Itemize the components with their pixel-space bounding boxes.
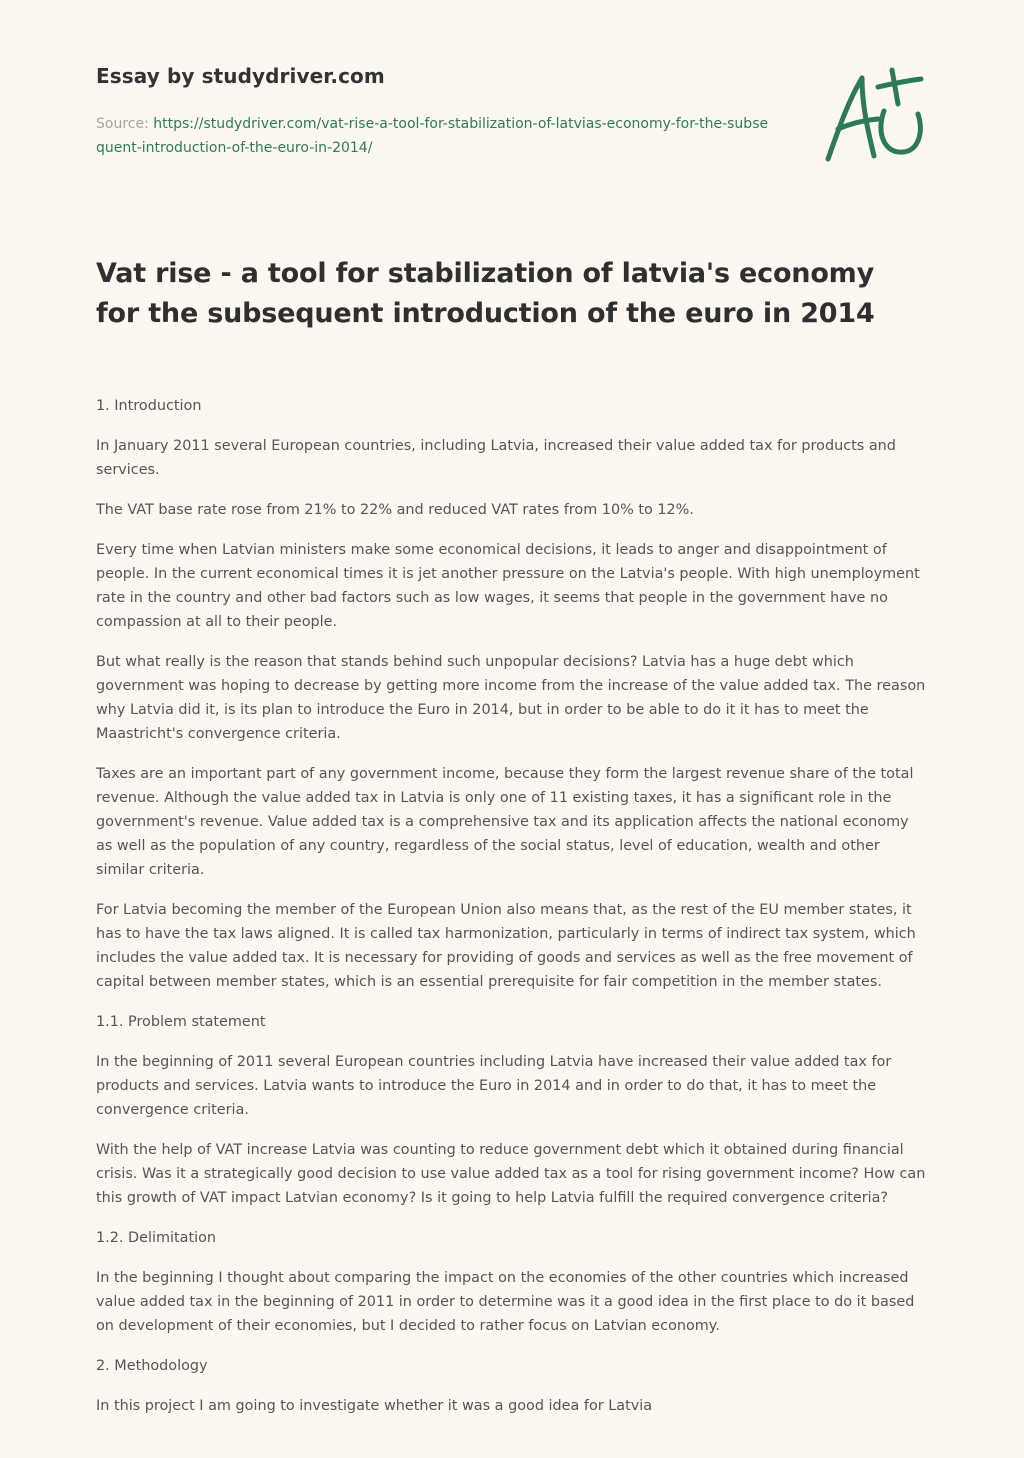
paragraph: In the beginning of 2011 several European countries including Latvia have increased their value added tax for products and services. Latvia wants to introduce the Euro in 2014 and in order to do that, it has to meet the convergence criteria. xyxy=(96,1054,892,1118)
paragraph: With the help of VAT increase Latvia was counting to reduce government debt which it obtained during financial crisis. Was it a strategically good decision to use value added tax as a tool for rising government income? How can this growth of VAT impact Latvian economy? Is it going to help Latvia fulfill the required convergence criteria? xyxy=(96,1142,926,1206)
source-label: Source: xyxy=(96,116,154,132)
paragraph: Taxes are an important part of any government income, because they form the largest revenue share of the total revenue. Although the value added tax in Latvia is only one of 11 existing taxes, it has a significant role in the government's revenue. Value added tax is a comprehensive tax and its application affects the national economy as well as the population of any country, regardless of the social status, level of education, wealth and other similar criteria. xyxy=(96,766,914,878)
section-heading: 1.2. Delimitation xyxy=(96,1230,217,1246)
essay-body xyxy=(96,394,928,1434)
section-heading: 1. Introduction xyxy=(96,398,202,414)
paragraph: The VAT base rate rose from 21% to 22% and reduced VAT rates from 10% to 12%. xyxy=(96,502,694,518)
paragraph: But what really is the reason that stands behind such unpopular decisions? Latvia has a huge debt which government was hoping to decrease by getting more income from the increase of the value added tax. The reason why Latvia did it, is its plan to introduce the Euro in 2014, but in order to be able to do it it has to meet the Maastricht's convergence criteria. xyxy=(96,654,926,742)
paragraph: For Latvia becoming the member of the European Union also means that, as the rest of the EU member states, it has to have the tax laws aligned. It is called tax harmonization, particularly in terms of indirect tax system, which includes the value added tax. It is necessary for providing of goods and services as well as the free movement of capital between member states, which is an essential prerequisite for fair competition in the member states. xyxy=(96,902,916,990)
paragraph: In this project I am going to investigate whether it was a good idea for Latvia xyxy=(96,1398,653,1414)
paragraph: Every time when Latvian ministers make some economical decisions, it leads to anger and disappointment of people. In the current economical times it is jet another pressure on the Latvia's people. With high unemployment rate in the country and other bad factors such as low wages, it seems that people in the government have no compassion at all to their people. xyxy=(96,542,920,630)
paragraph: In January 2011 several European countries, including Latvia, increased their value added tax for products and services. xyxy=(96,438,896,478)
site-brand: Essay by studydriver.com xyxy=(96,64,385,88)
paragraph: In the beginning I thought about comparing the impact on the economies of the other countries which increased value added tax in the beginning of 2011 in order to determine was it a good idea in the first place to do it based on development of their economies, but I decided to rather focus on Latvian economy. xyxy=(96,1270,915,1334)
a-plus-logo-icon xyxy=(818,66,928,166)
section-heading: 1.1. Problem statement xyxy=(96,1014,266,1030)
source-line xyxy=(96,112,776,160)
source-link[interactable]: https://studydriver.com/vat-rise-a-tool-for-stabilization-of-latvias-economy-for-the-subsequent-introduction-of-the-euro-in-2014/ xyxy=(96,116,769,156)
section-heading: 2. Methodology xyxy=(96,1358,208,1374)
essay-title: Vat rise - a tool for stabilization of latvia's economy for the subsequent introduction of the euro in 2014 xyxy=(96,258,875,329)
